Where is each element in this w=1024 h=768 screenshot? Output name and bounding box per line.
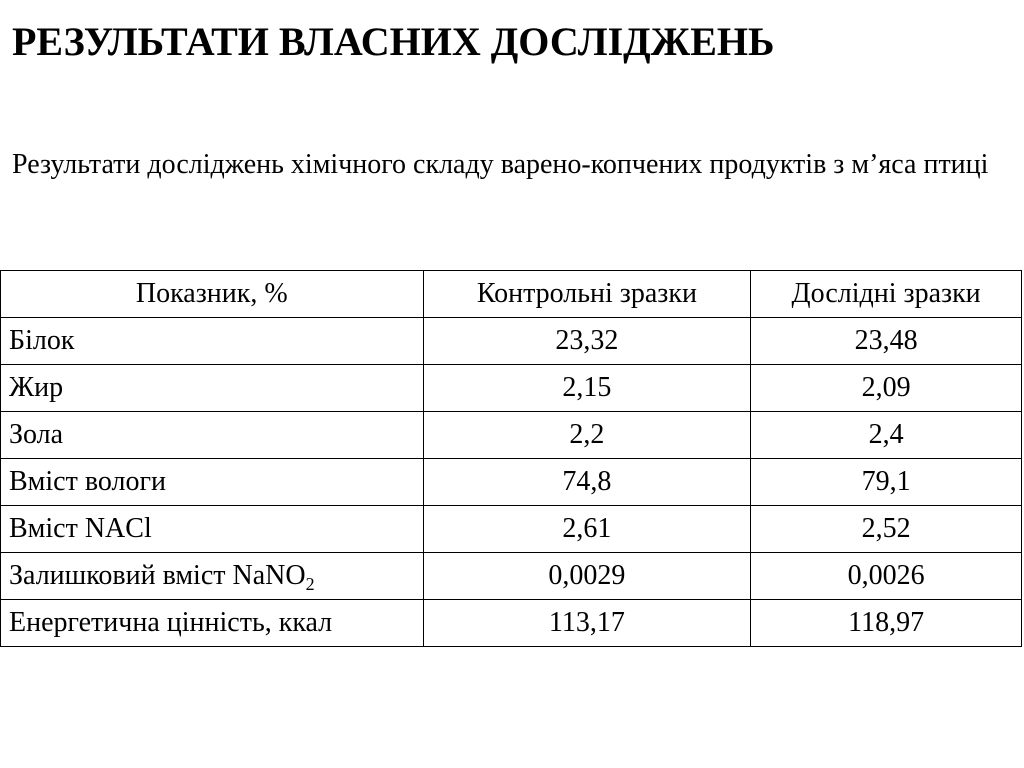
- results-table: [0, 270, 1022, 647]
- experimental-value: 2,52: [751, 506, 1022, 553]
- table-row: [1, 318, 1022, 365]
- row-label: Жир: [1, 365, 424, 412]
- table-row: [1, 600, 1022, 647]
- header-experimental-samples: Дослідні зразки: [751, 271, 1022, 318]
- control-value: 2,15: [423, 365, 751, 412]
- row-label: Енергетична цінність, ккал: [1, 600, 424, 647]
- control-value: 0,0029: [423, 553, 751, 600]
- header-indicator: Показник, %: [1, 271, 424, 318]
- header-control-samples: Контрольні зразки: [423, 271, 751, 318]
- row-label: Вміст NACl: [1, 506, 424, 553]
- control-value: 2,61: [423, 506, 751, 553]
- table-row: [1, 506, 1022, 553]
- experimental-value: 2,4: [751, 412, 1022, 459]
- control-value: 23,32: [423, 318, 751, 365]
- control-value: 74,8: [423, 459, 751, 506]
- experimental-value: 0,0026: [751, 553, 1022, 600]
- experimental-value: 118,97: [751, 600, 1022, 647]
- experimental-value: 79,1: [751, 459, 1022, 506]
- table-row: [1, 365, 1022, 412]
- row-label: Зола: [1, 412, 424, 459]
- experimental-value: 2,09: [751, 365, 1022, 412]
- row-label: Білок: [1, 318, 424, 365]
- row-label: Залишковий вміст NaNO$_2$: [1, 553, 424, 600]
- table-caption: Результати досліджень хімічного складу варено-копчених продуктів з м’яса птиці: [12, 149, 989, 180]
- page-title: РЕЗУЛЬТАТИ ВЛАСНИХ ДОСЛІДЖЕНЬ: [12, 19, 775, 64]
- table-header-row: [1, 271, 1022, 318]
- table-row: [1, 553, 1022, 600]
- row-label: Вміст вологи: [1, 459, 424, 506]
- table-row: [1, 412, 1022, 459]
- experimental-value: 23,48: [751, 318, 1022, 365]
- control-value: 113,17: [423, 600, 751, 647]
- table-row: [1, 459, 1022, 506]
- control-value: 2,2: [423, 412, 751, 459]
